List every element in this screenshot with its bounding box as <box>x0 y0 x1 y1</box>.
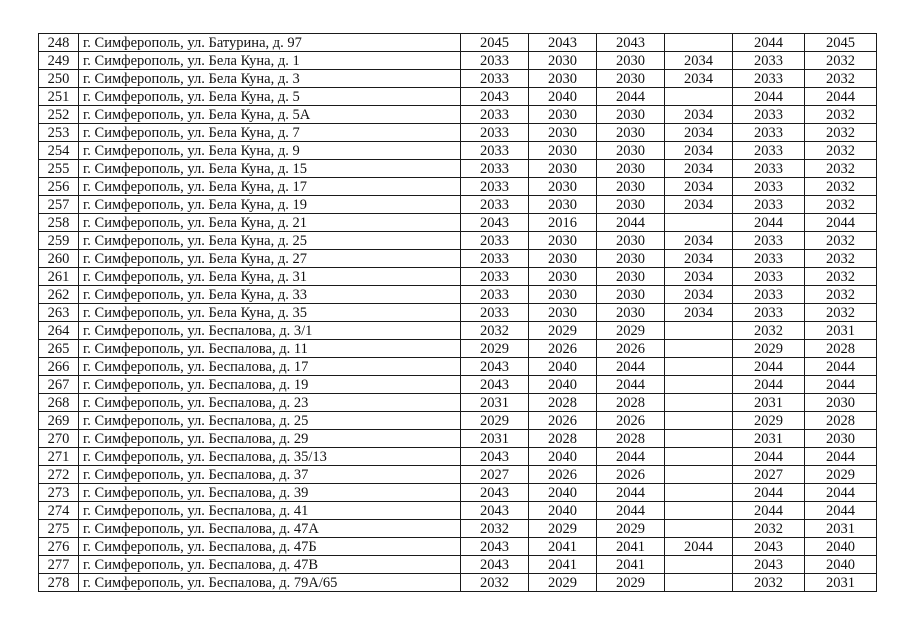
address-cell: г. Симферополь, ул. Беспалова, д. 11 <box>79 340 461 358</box>
year-cell-5: 2044 <box>733 88 805 106</box>
year-cell-1: 2043 <box>461 484 529 502</box>
year-cell-4: 2034 <box>665 232 733 250</box>
year-cell-2: 2030 <box>529 142 597 160</box>
year-cell-1: 2033 <box>461 232 529 250</box>
address-cell: г. Симферополь, ул. Бела Куна, д. 17 <box>79 178 461 196</box>
year-cell-2: 2028 <box>529 394 597 412</box>
row-number-cell: 267 <box>39 376 79 394</box>
year-cell-4 <box>665 484 733 502</box>
year-cell-1: 2033 <box>461 286 529 304</box>
year-cell-4: 2034 <box>665 52 733 70</box>
year-cell-4 <box>665 412 733 430</box>
table-row <box>39 412 877 430</box>
row-number-cell: 269 <box>39 412 79 430</box>
address-cell: г. Симферополь, ул. Беспалова, д. 39 <box>79 484 461 502</box>
year-cell-6: 2032 <box>805 178 877 196</box>
year-cell-6: 2031 <box>805 322 877 340</box>
table-row <box>39 286 877 304</box>
year-cell-3: 2044 <box>597 376 665 394</box>
year-cell-5: 2044 <box>733 502 805 520</box>
year-cell-2: 2029 <box>529 520 597 538</box>
year-cell-2: 2016 <box>529 214 597 232</box>
year-cell-4: 2034 <box>665 70 733 88</box>
year-cell-1: 2043 <box>461 88 529 106</box>
row-number-cell: 272 <box>39 466 79 484</box>
table-row <box>39 142 877 160</box>
year-cell-2: 2030 <box>529 250 597 268</box>
address-cell: г. Симферополь, ул. Беспалова, д. 41 <box>79 502 461 520</box>
row-number-cell: 248 <box>39 34 79 52</box>
address-cell: г. Симферополь, ул. Бела Куна, д. 15 <box>79 160 461 178</box>
year-cell-5: 2027 <box>733 466 805 484</box>
row-number-cell: 252 <box>39 106 79 124</box>
year-cell-5: 2033 <box>733 304 805 322</box>
table-row <box>39 214 877 232</box>
table-row <box>39 106 877 124</box>
year-cell-3: 2030 <box>597 196 665 214</box>
year-cell-4 <box>665 520 733 538</box>
year-cell-1: 2043 <box>461 538 529 556</box>
year-cell-2: 2030 <box>529 268 597 286</box>
address-cell: г. Симферополь, ул. Бела Куна, д. 33 <box>79 286 461 304</box>
year-cell-4: 2034 <box>665 268 733 286</box>
year-cell-1: 2033 <box>461 268 529 286</box>
row-number-cell: 265 <box>39 340 79 358</box>
year-cell-1: 2033 <box>461 178 529 196</box>
address-cell: г. Симферополь, ул. Бела Куна, д. 27 <box>79 250 461 268</box>
year-cell-3: 2041 <box>597 556 665 574</box>
address-cell: г. Симферополь, ул. Беспалова, д. 47Б <box>79 538 461 556</box>
table-row <box>39 124 877 142</box>
table-row <box>39 340 877 358</box>
housing-repair-schedule-table <box>38 33 877 592</box>
year-cell-5: 2043 <box>733 538 805 556</box>
table-row <box>39 520 877 538</box>
year-cell-4: 2034 <box>665 178 733 196</box>
year-cell-2: 2030 <box>529 70 597 88</box>
year-cell-2: 2030 <box>529 286 597 304</box>
year-cell-5: 2033 <box>733 124 805 142</box>
year-cell-6: 2032 <box>805 304 877 322</box>
year-cell-3: 2026 <box>597 340 665 358</box>
year-cell-5: 2033 <box>733 70 805 88</box>
row-number-cell: 260 <box>39 250 79 268</box>
year-cell-3: 2044 <box>597 502 665 520</box>
address-cell: г. Симферополь, ул. Бела Куна, д. 1 <box>79 52 461 70</box>
year-cell-4: 2034 <box>665 124 733 142</box>
year-cell-4: 2034 <box>665 286 733 304</box>
year-cell-5: 2033 <box>733 286 805 304</box>
year-cell-6: 2032 <box>805 268 877 286</box>
year-cell-6: 2029 <box>805 466 877 484</box>
row-number-cell: 258 <box>39 214 79 232</box>
year-cell-1: 2029 <box>461 412 529 430</box>
address-cell: г. Симферополь, ул. Бела Куна, д. 31 <box>79 268 461 286</box>
table-row <box>39 196 877 214</box>
row-number-cell: 254 <box>39 142 79 160</box>
row-number-cell: 278 <box>39 574 79 592</box>
year-cell-1: 2033 <box>461 52 529 70</box>
year-cell-2: 2026 <box>529 466 597 484</box>
year-cell-6: 2032 <box>805 232 877 250</box>
year-cell-3: 2030 <box>597 70 665 88</box>
year-cell-5: 2033 <box>733 142 805 160</box>
table-row <box>39 232 877 250</box>
year-cell-1: 2043 <box>461 502 529 520</box>
year-cell-1: 2045 <box>461 34 529 52</box>
year-cell-3: 2030 <box>597 52 665 70</box>
year-cell-4 <box>665 214 733 232</box>
table-row <box>39 484 877 502</box>
year-cell-4: 2034 <box>665 304 733 322</box>
year-cell-1: 2029 <box>461 340 529 358</box>
year-cell-1: 2033 <box>461 142 529 160</box>
year-cell-2: 2030 <box>529 304 597 322</box>
year-cell-6: 2032 <box>805 52 877 70</box>
year-cell-6: 2044 <box>805 448 877 466</box>
table-row <box>39 160 877 178</box>
address-cell: г. Симферополь, ул. Бела Куна, д. 25 <box>79 232 461 250</box>
year-cell-6: 2044 <box>805 484 877 502</box>
year-cell-4 <box>665 502 733 520</box>
year-cell-4: 2034 <box>665 160 733 178</box>
row-number-cell: 271 <box>39 448 79 466</box>
year-cell-1: 2032 <box>461 520 529 538</box>
row-number-cell: 249 <box>39 52 79 70</box>
year-cell-3: 2044 <box>597 448 665 466</box>
row-number-cell: 274 <box>39 502 79 520</box>
year-cell-5: 2043 <box>733 556 805 574</box>
table-row <box>39 268 877 286</box>
year-cell-5: 2044 <box>733 376 805 394</box>
year-cell-3: 2029 <box>597 322 665 340</box>
table-row <box>39 466 877 484</box>
address-cell: г. Симферополь, ул. Беспалова, д. 37 <box>79 466 461 484</box>
year-cell-4 <box>665 322 733 340</box>
year-cell-4: 2034 <box>665 250 733 268</box>
table-body <box>39 34 877 592</box>
address-cell: г. Симферополь, ул. Беспалова, д. 79А/65 <box>79 574 461 592</box>
year-cell-1: 2031 <box>461 394 529 412</box>
table-row <box>39 70 877 88</box>
year-cell-5: 2033 <box>733 250 805 268</box>
year-cell-5: 2033 <box>733 232 805 250</box>
year-cell-2: 2040 <box>529 376 597 394</box>
year-cell-1: 2043 <box>461 214 529 232</box>
year-cell-2: 2030 <box>529 160 597 178</box>
row-number-cell: 255 <box>39 160 79 178</box>
table-row <box>39 394 877 412</box>
row-number-cell: 256 <box>39 178 79 196</box>
year-cell-4 <box>665 430 733 448</box>
address-cell: г. Симферополь, ул. Бела Куна, д. 9 <box>79 142 461 160</box>
year-cell-6: 2032 <box>805 286 877 304</box>
year-cell-3: 2029 <box>597 520 665 538</box>
row-number-cell: 273 <box>39 484 79 502</box>
year-cell-3: 2028 <box>597 394 665 412</box>
address-cell: г. Симферополь, ул. Беспалова, д. 23 <box>79 394 461 412</box>
year-cell-4: 2044 <box>665 538 733 556</box>
year-cell-6: 2030 <box>805 394 877 412</box>
year-cell-2: 2040 <box>529 358 597 376</box>
address-cell: г. Симферополь, ул. Беспалова, д. 47В <box>79 556 461 574</box>
year-cell-2: 2030 <box>529 232 597 250</box>
year-cell-6: 2044 <box>805 502 877 520</box>
year-cell-4 <box>665 88 733 106</box>
year-cell-1: 2032 <box>461 574 529 592</box>
row-number-cell: 270 <box>39 430 79 448</box>
address-cell: г. Симферополь, ул. Беспалова, д. 3/1 <box>79 322 461 340</box>
table-row <box>39 358 877 376</box>
year-cell-4 <box>665 358 733 376</box>
year-cell-2: 2030 <box>529 124 597 142</box>
year-cell-5: 2033 <box>733 52 805 70</box>
year-cell-6: 2040 <box>805 556 877 574</box>
year-cell-4 <box>665 556 733 574</box>
year-cell-6: 2031 <box>805 574 877 592</box>
year-cell-3: 2030 <box>597 142 665 160</box>
row-number-cell: 277 <box>39 556 79 574</box>
year-cell-6: 2040 <box>805 538 877 556</box>
address-cell: г. Симферополь, ул. Бела Куна, д. 5А <box>79 106 461 124</box>
address-cell: г. Симферополь, ул. Бела Куна, д. 21 <box>79 214 461 232</box>
year-cell-3: 2030 <box>597 286 665 304</box>
year-cell-2: 2030 <box>529 196 597 214</box>
year-cell-2: 2040 <box>529 88 597 106</box>
row-number-cell: 257 <box>39 196 79 214</box>
year-cell-1: 2033 <box>461 196 529 214</box>
year-cell-2: 2040 <box>529 484 597 502</box>
year-cell-1: 2033 <box>461 304 529 322</box>
year-cell-6: 2032 <box>805 70 877 88</box>
address-cell: г. Симферополь, ул. Бела Куна, д. 35 <box>79 304 461 322</box>
year-cell-4 <box>665 448 733 466</box>
year-cell-3: 2030 <box>597 268 665 286</box>
year-cell-6: 2044 <box>805 88 877 106</box>
row-number-cell: 253 <box>39 124 79 142</box>
year-cell-5: 2032 <box>733 574 805 592</box>
year-cell-3: 2030 <box>597 304 665 322</box>
address-cell: г. Симферополь, ул. Беспалова, д. 25 <box>79 412 461 430</box>
year-cell-4 <box>665 574 733 592</box>
year-cell-5: 2044 <box>733 34 805 52</box>
year-cell-1: 2033 <box>461 70 529 88</box>
year-cell-6: 2045 <box>805 34 877 52</box>
address-cell: г. Симферополь, ул. Бела Куна, д. 19 <box>79 196 461 214</box>
year-cell-6: 2028 <box>805 412 877 430</box>
year-cell-2: 2026 <box>529 412 597 430</box>
year-cell-1: 2033 <box>461 124 529 142</box>
year-cell-2: 2030 <box>529 178 597 196</box>
row-number-cell: 268 <box>39 394 79 412</box>
year-cell-4 <box>665 394 733 412</box>
row-number-cell: 251 <box>39 88 79 106</box>
year-cell-3: 2044 <box>597 88 665 106</box>
year-cell-3: 2044 <box>597 358 665 376</box>
row-number-cell: 261 <box>39 268 79 286</box>
row-number-cell: 263 <box>39 304 79 322</box>
year-cell-2: 2029 <box>529 574 597 592</box>
table-row <box>39 34 877 52</box>
year-cell-3: 2030 <box>597 178 665 196</box>
year-cell-1: 2043 <box>461 358 529 376</box>
row-number-cell: 266 <box>39 358 79 376</box>
year-cell-4 <box>665 34 733 52</box>
year-cell-6: 2032 <box>805 160 877 178</box>
year-cell-2: 2041 <box>529 538 597 556</box>
year-cell-3: 2030 <box>597 232 665 250</box>
table-row <box>39 88 877 106</box>
year-cell-5: 2033 <box>733 196 805 214</box>
address-cell: г. Симферополь, ул. Бела Куна, д. 5 <box>79 88 461 106</box>
year-cell-4 <box>665 340 733 358</box>
year-cell-3: 2026 <box>597 412 665 430</box>
year-cell-2: 2040 <box>529 502 597 520</box>
year-cell-5: 2031 <box>733 430 805 448</box>
row-number-cell: 276 <box>39 538 79 556</box>
year-cell-5: 2032 <box>733 322 805 340</box>
year-cell-4 <box>665 466 733 484</box>
year-cell-3: 2026 <box>597 466 665 484</box>
year-cell-1: 2033 <box>461 106 529 124</box>
year-cell-6: 2044 <box>805 376 877 394</box>
year-cell-1: 2033 <box>461 250 529 268</box>
year-cell-5: 2044 <box>733 484 805 502</box>
row-number-cell: 250 <box>39 70 79 88</box>
year-cell-6: 2032 <box>805 196 877 214</box>
year-cell-6: 2032 <box>805 124 877 142</box>
year-cell-3: 2043 <box>597 34 665 52</box>
table-row <box>39 574 877 592</box>
year-cell-5: 2033 <box>733 178 805 196</box>
year-cell-5: 2044 <box>733 448 805 466</box>
address-cell: г. Симферополь, ул. Батурина, д. 97 <box>79 34 461 52</box>
year-cell-6: 2031 <box>805 520 877 538</box>
table-row <box>39 556 877 574</box>
year-cell-3: 2030 <box>597 106 665 124</box>
year-cell-6: 2030 <box>805 430 877 448</box>
year-cell-2: 2043 <box>529 34 597 52</box>
year-cell-4: 2034 <box>665 106 733 124</box>
table-row <box>39 538 877 556</box>
table-row <box>39 322 877 340</box>
year-cell-2: 2030 <box>529 106 597 124</box>
year-cell-2: 2029 <box>529 322 597 340</box>
year-cell-6: 2044 <box>805 358 877 376</box>
year-cell-6: 2032 <box>805 142 877 160</box>
year-cell-3: 2028 <box>597 430 665 448</box>
table-row <box>39 304 877 322</box>
address-cell: г. Симферополь, ул. Беспалова, д. 29 <box>79 430 461 448</box>
year-cell-5: 2044 <box>733 358 805 376</box>
row-number-cell: 259 <box>39 232 79 250</box>
table-row <box>39 178 877 196</box>
row-number-cell: 264 <box>39 322 79 340</box>
address-cell: г. Симферополь, ул. Беспалова, д. 47А <box>79 520 461 538</box>
year-cell-1: 2032 <box>461 322 529 340</box>
table-row <box>39 52 877 70</box>
table-row <box>39 376 877 394</box>
year-cell-4 <box>665 376 733 394</box>
year-cell-6: 2032 <box>805 106 877 124</box>
year-cell-3: 2044 <box>597 484 665 502</box>
year-cell-2: 2040 <box>529 448 597 466</box>
year-cell-6: 2044 <box>805 214 877 232</box>
year-cell-5: 2032 <box>733 520 805 538</box>
year-cell-6: 2028 <box>805 340 877 358</box>
year-cell-5: 2031 <box>733 394 805 412</box>
year-cell-5: 2029 <box>733 412 805 430</box>
address-cell: г. Симферополь, ул. Бела Куна, д. 7 <box>79 124 461 142</box>
table-row <box>39 430 877 448</box>
year-cell-5: 2044 <box>733 214 805 232</box>
year-cell-3: 2041 <box>597 538 665 556</box>
row-number-cell: 275 <box>39 520 79 538</box>
year-cell-5: 2029 <box>733 340 805 358</box>
year-cell-4: 2034 <box>665 142 733 160</box>
year-cell-1: 2031 <box>461 430 529 448</box>
year-cell-3: 2044 <box>597 214 665 232</box>
year-cell-2: 2026 <box>529 340 597 358</box>
table-row <box>39 448 877 466</box>
address-cell: г. Симферополь, ул. Бела Куна, д. 3 <box>79 70 461 88</box>
year-cell-3: 2030 <box>597 160 665 178</box>
year-cell-4: 2034 <box>665 196 733 214</box>
year-cell-1: 2043 <box>461 448 529 466</box>
year-cell-2: 2028 <box>529 430 597 448</box>
year-cell-3: 2030 <box>597 250 665 268</box>
year-cell-3: 2029 <box>597 574 665 592</box>
year-cell-1: 2043 <box>461 376 529 394</box>
year-cell-2: 2041 <box>529 556 597 574</box>
address-cell: г. Симферополь, ул. Беспалова, д. 17 <box>79 358 461 376</box>
address-cell: г. Симферополь, ул. Беспалова, д. 19 <box>79 376 461 394</box>
address-cell: г. Симферополь, ул. Беспалова, д. 35/13 <box>79 448 461 466</box>
table-row <box>39 250 877 268</box>
year-cell-1: 2043 <box>461 556 529 574</box>
table-row <box>39 502 877 520</box>
year-cell-1: 2027 <box>461 466 529 484</box>
year-cell-3: 2030 <box>597 124 665 142</box>
year-cell-2: 2030 <box>529 52 597 70</box>
year-cell-5: 2033 <box>733 268 805 286</box>
year-cell-5: 2033 <box>733 160 805 178</box>
year-cell-5: 2033 <box>733 106 805 124</box>
year-cell-6: 2032 <box>805 250 877 268</box>
row-number-cell: 262 <box>39 286 79 304</box>
year-cell-1: 2033 <box>461 160 529 178</box>
